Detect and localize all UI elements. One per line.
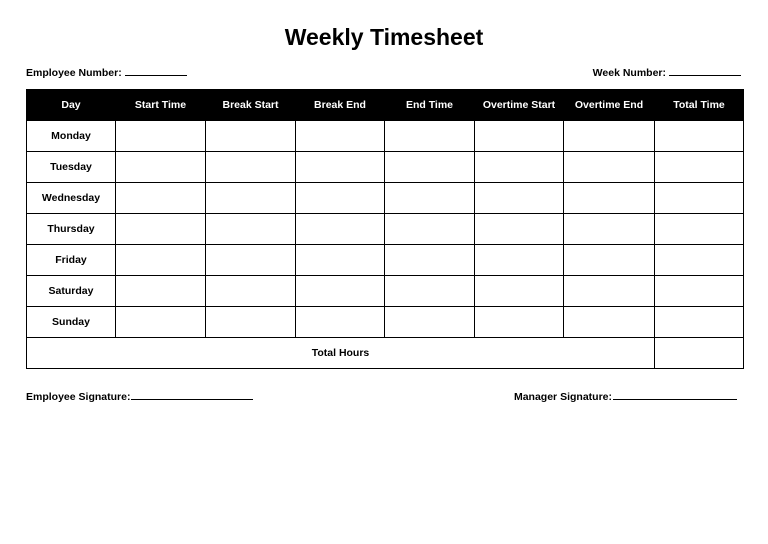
overtime-start-cell[interactable] — [475, 152, 564, 183]
end-time-cell[interactable] — [385, 121, 475, 152]
start-time-cell[interactable] — [116, 307, 206, 338]
column-header-break-start: Break Start — [206, 90, 296, 121]
break-end-cell[interactable] — [296, 245, 385, 276]
break-end-cell[interactable] — [296, 307, 385, 338]
total-time-cell[interactable] — [655, 152, 744, 183]
break-end-cell[interactable] — [296, 276, 385, 307]
column-header-overtime-end: Overtime End — [564, 90, 655, 121]
overtime-end-cell[interactable] — [564, 183, 655, 214]
break-end-cell[interactable] — [296, 183, 385, 214]
total-time-cell[interactable] — [655, 307, 744, 338]
break-end-cell[interactable] — [296, 152, 385, 183]
table-row — [27, 121, 744, 152]
total-time-cell[interactable] — [655, 245, 744, 276]
end-time-cell[interactable] — [385, 245, 475, 276]
overtime-start-cell[interactable] — [475, 276, 564, 307]
table-row — [27, 183, 744, 214]
manager-signature-label: Manager Signature: — [513, 391, 612, 403]
total-time-cell[interactable] — [655, 276, 744, 307]
overtime-end-cell[interactable] — [564, 307, 655, 338]
employee-number-label: Employee Number: — [26, 67, 122, 79]
header-row — [27, 90, 744, 121]
week-number-blank[interactable] — [669, 66, 741, 76]
overtime-start-cell[interactable] — [475, 121, 564, 152]
break-start-cell[interactable] — [206, 245, 296, 276]
start-time-cell[interactable] — [116, 152, 206, 183]
column-header-day: Day — [27, 90, 116, 121]
total-hours-row — [27, 338, 744, 369]
overtime-end-cell[interactable] — [564, 214, 655, 245]
employee-number-blank[interactable] — [125, 66, 187, 76]
break-end-cell[interactable] — [296, 121, 385, 152]
employee-signature-label: Employee Signature: — [26, 391, 131, 403]
column-header-break-end: Break End — [296, 90, 385, 121]
column-header-start-time: Start Time — [116, 90, 206, 121]
day-label: Wednesday — [27, 183, 116, 214]
break-start-cell[interactable] — [206, 307, 296, 338]
table-row — [27, 276, 744, 307]
end-time-cell[interactable] — [385, 307, 475, 338]
timesheet-table — [26, 89, 744, 369]
overtime-start-cell[interactable] — [475, 245, 564, 276]
day-label: Saturday — [27, 276, 116, 307]
start-time-cell[interactable] — [116, 276, 206, 307]
overtime-end-cell[interactable] — [564, 276, 655, 307]
column-header-total-time: Total Time — [655, 90, 744, 121]
column-header-end-time: End Time — [385, 90, 475, 121]
employee-signature-field — [26, 390, 253, 403]
day-label: Tuesday — [27, 152, 116, 183]
end-time-cell[interactable] — [385, 152, 475, 183]
total-hours-cell[interactable] — [655, 338, 744, 369]
overtime-end-cell[interactable] — [564, 121, 655, 152]
employee-signature-blank[interactable] — [131, 390, 253, 400]
day-label: Sunday — [27, 307, 116, 338]
total-hours-label: Total Hours — [27, 338, 655, 369]
manager-signature-blank[interactable] — [613, 390, 737, 400]
week-number-label: Week Number: — [592, 67, 666, 79]
day-label: Monday — [27, 121, 116, 152]
total-time-cell[interactable] — [655, 183, 744, 214]
total-time-cell[interactable] — [655, 214, 744, 245]
table-row — [27, 152, 744, 183]
manager-signature-field — [514, 390, 737, 403]
week-number-field — [593, 66, 741, 79]
start-time-cell[interactable] — [116, 245, 206, 276]
employee-number-field — [26, 66, 187, 79]
end-time-cell[interactable] — [385, 276, 475, 307]
overtime-end-cell[interactable] — [564, 245, 655, 276]
day-label: Friday — [27, 245, 116, 276]
break-start-cell[interactable] — [206, 183, 296, 214]
page-title: Weekly Timesheet — [284, 24, 484, 50]
table-row — [27, 307, 744, 338]
overtime-start-cell[interactable] — [475, 214, 564, 245]
column-header-overtime-start: Overtime Start — [475, 90, 564, 121]
start-time-cell[interactable] — [116, 183, 206, 214]
day-label: Thursday — [27, 214, 116, 245]
break-end-cell[interactable] — [296, 214, 385, 245]
end-time-cell[interactable] — [385, 183, 475, 214]
start-time-cell[interactable] — [116, 121, 206, 152]
break-start-cell[interactable] — [206, 214, 296, 245]
break-start-cell[interactable] — [206, 276, 296, 307]
total-time-cell[interactable] — [655, 121, 744, 152]
table-row — [27, 245, 744, 276]
table-row — [27, 214, 744, 245]
overtime-start-cell[interactable] — [475, 183, 564, 214]
overtime-start-cell[interactable] — [475, 307, 564, 338]
end-time-cell[interactable] — [385, 214, 475, 245]
overtime-end-cell[interactable] — [564, 152, 655, 183]
break-start-cell[interactable] — [206, 121, 296, 152]
start-time-cell[interactable] — [116, 214, 206, 245]
break-start-cell[interactable] — [206, 152, 296, 183]
